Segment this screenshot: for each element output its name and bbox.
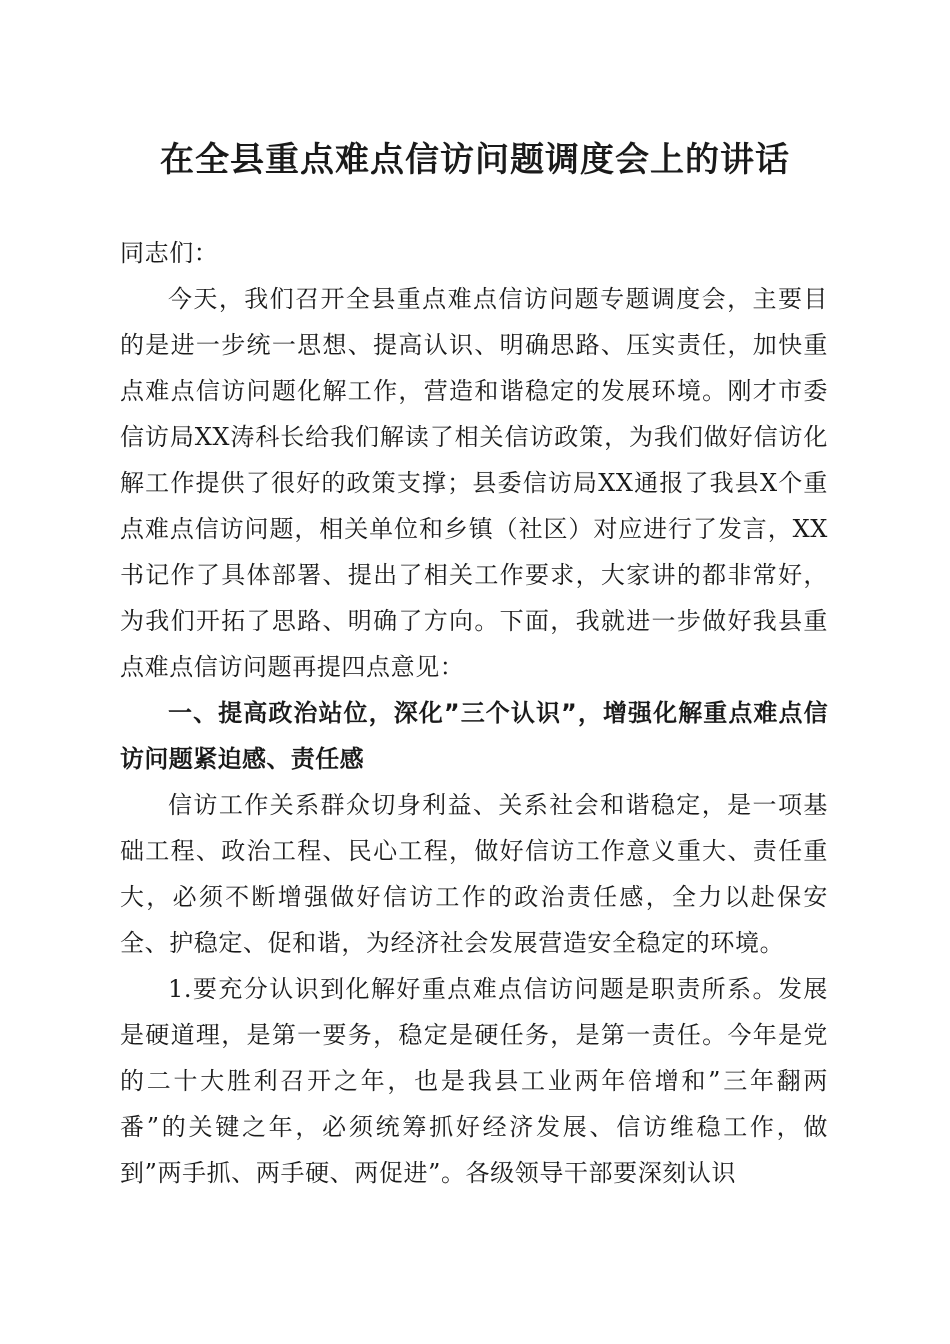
section-heading: 一、提高政治站位，深化”三个认识”，增强化解重点难点信访问题紧迫感、责任感 <box>120 699 828 773</box>
intro-paragraph: 今天，我们召开全县重点难点信访问题专题调度会，主要目的是进一步统一思想、提高认识、明确思路、压实责任，加快重点难点信访问题化解工作，营造和谐稳定的发展环境。刚才市委信访局XX涛科长给我们解读了相关信访政策，为我们做好信访化解工作提供了很好的政策支撑；县委信访局XX通报了我县X个重点难点信访问题，相关单位和乡镇（社区）对应进行了发言，XX书记作了具体部署、提出了相关工作要求，大家讲的都非常好，为我们开拓了思路、明确了方向。下面，我就进一步做好我县重点难点信访问题再提四点意见： <box>120 285 828 681</box>
document-title: 在全县重点难点信访问题调度会上的讲话 <box>160 140 790 180</box>
section-paragraph: 信访工作关系群众切身利益、关系社会和谐稳定，是一项基础工程、政治工程、民心工程，做好信访工作意义重大、责任重大，必须不断增强做好信访工作的政治责任感，全力以赴保安全、护稳定、促和谐，为经济社会发展营造安全稳定的环境。 <box>120 791 828 957</box>
salutation: 同志们： <box>120 239 219 267</box>
section-paragraph: 1.要充分认识到化解好重点难点信访问题是职责所系。发展是硬道理，是第一要务，稳定是硬任务，是第一责任。今年是党的二十大胜利召开之年，也是我县工业两年倍增和”三年翻两番”的关键之年，必须统筹抓好经济发展、信访维稳工作，做到”两手抓、两手硬、两促进”。各级领导干部要深刻认识 <box>120 975 828 1187</box>
document-body <box>120 230 828 1196</box>
